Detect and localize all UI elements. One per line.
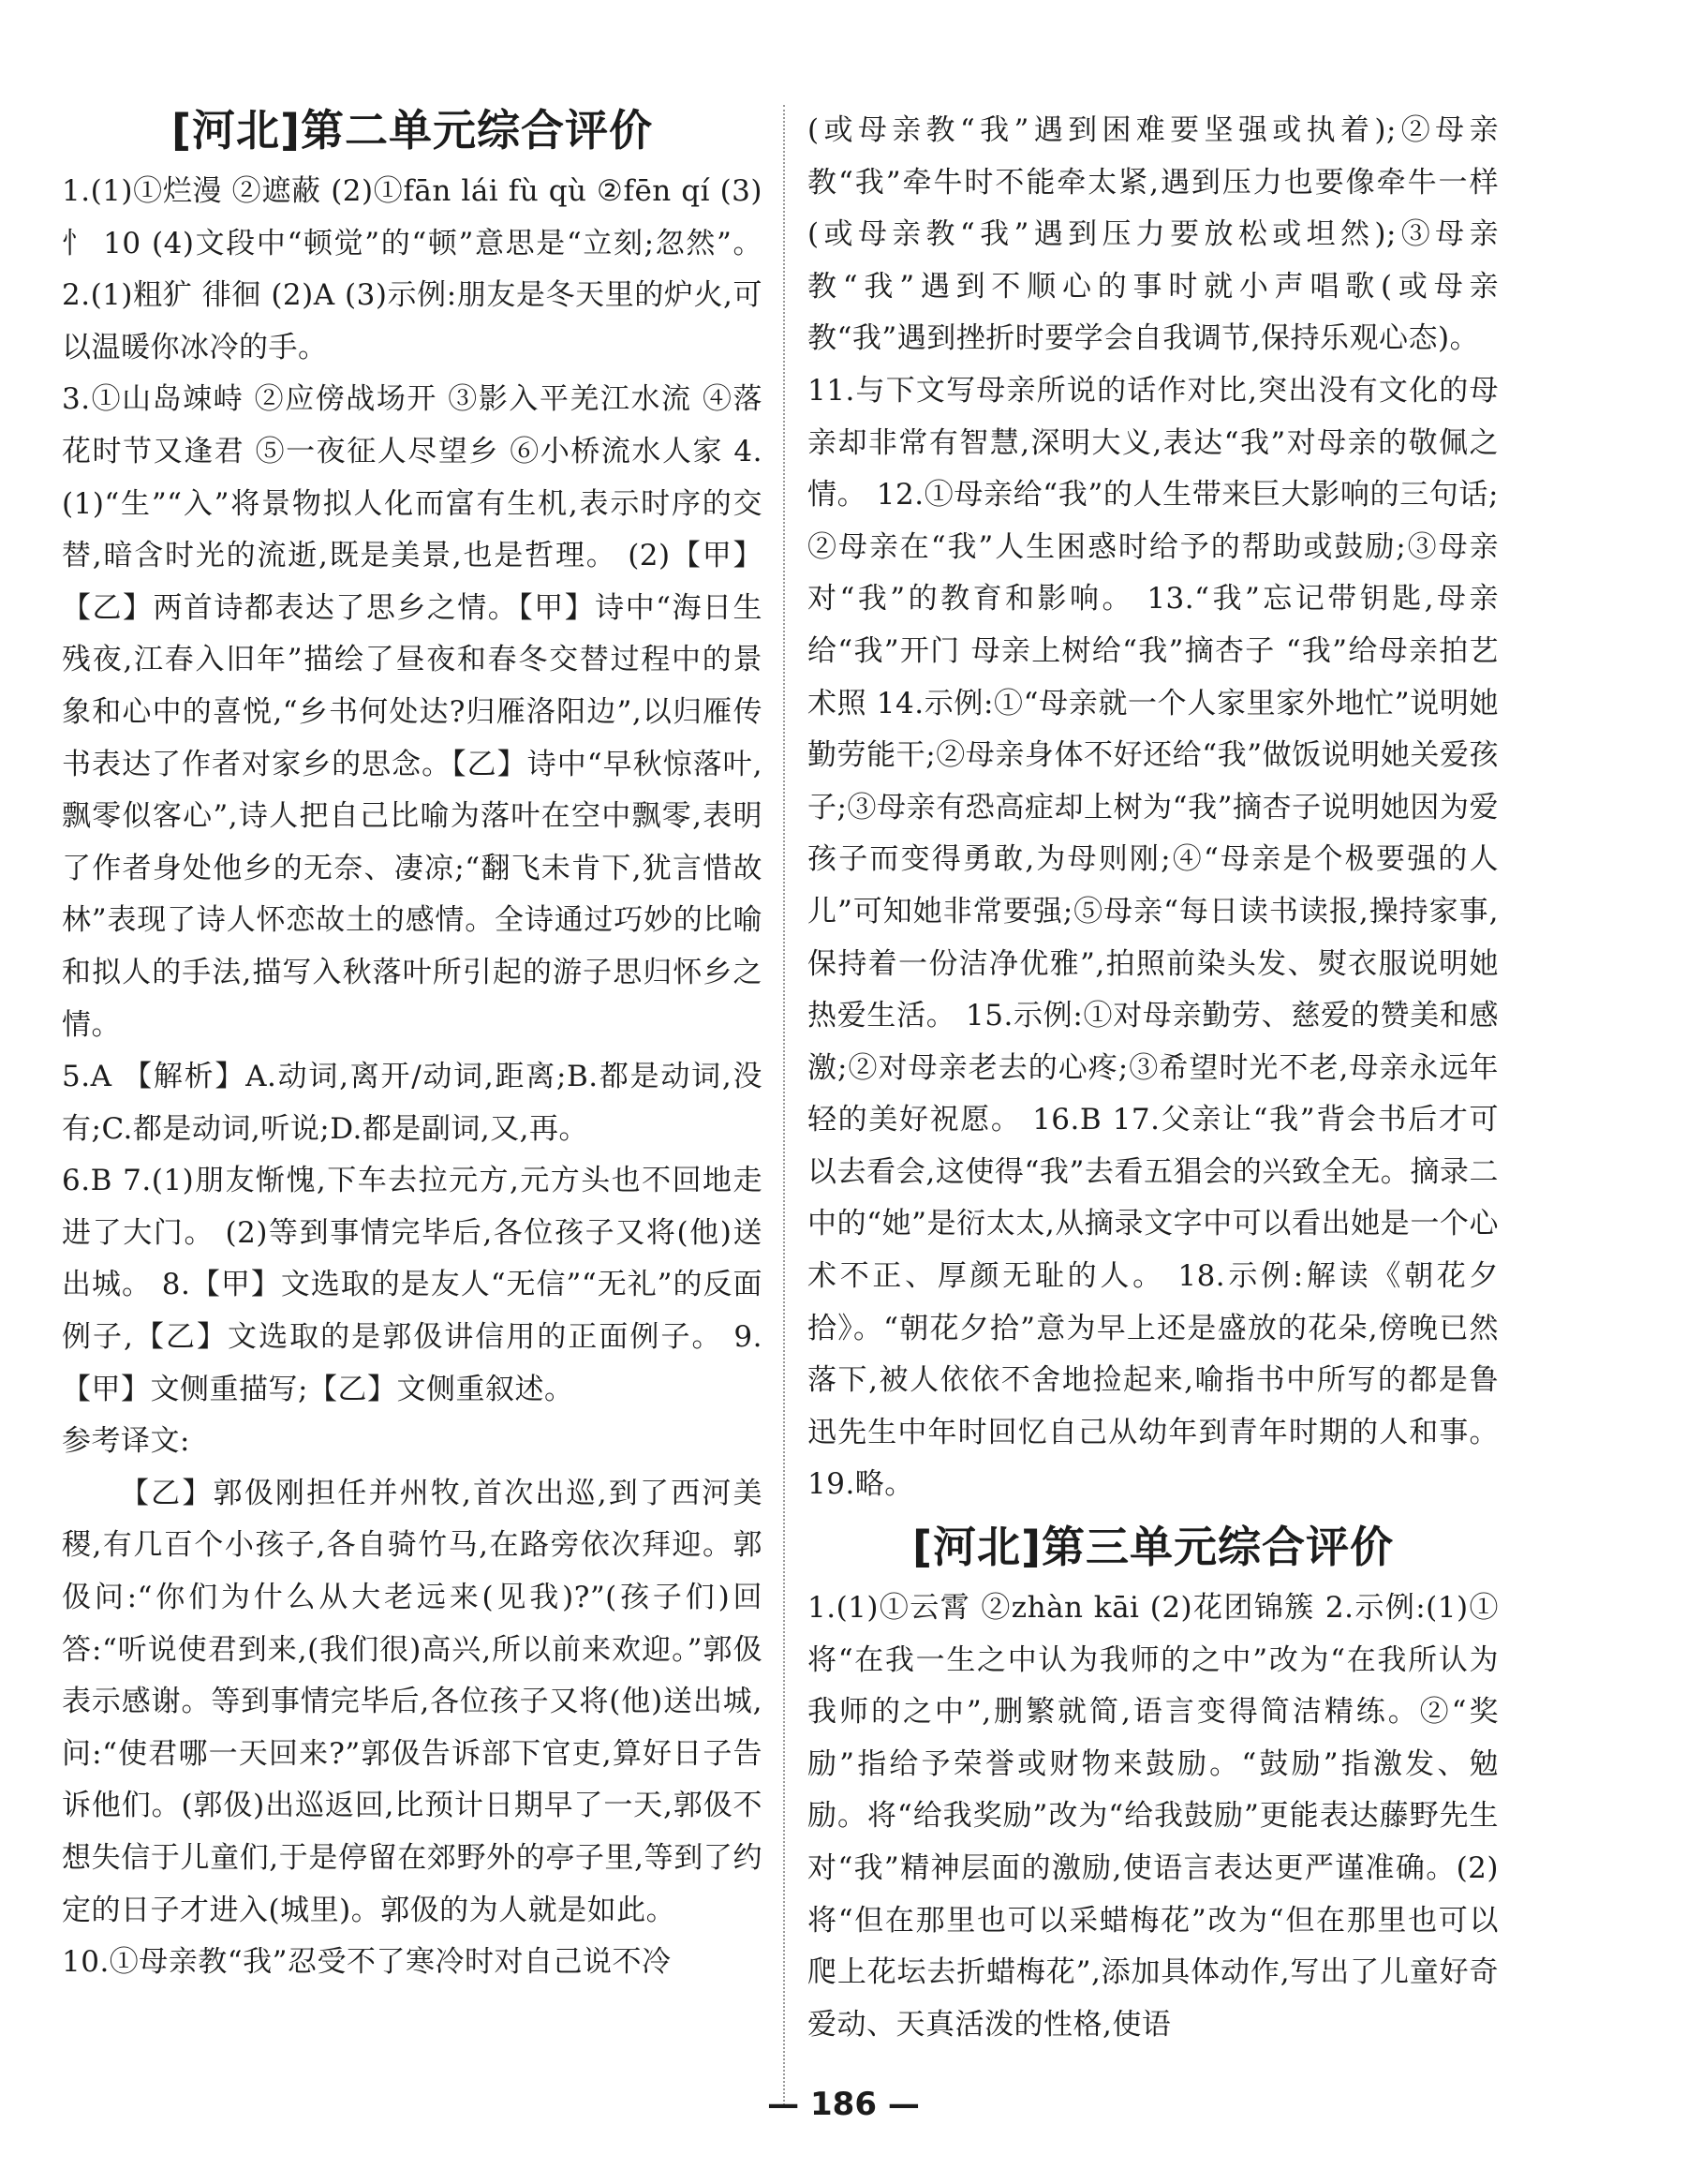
translation-label: 参考译文: bbox=[62, 1424, 190, 1459]
answer-paragraph: 10.①母亲教“我”忍受不了寒冷时对自己说不冷 bbox=[62, 1945, 672, 1980]
right-column bbox=[807, 105, 1499, 2051]
page-number: — 186 — bbox=[767, 2086, 920, 2123]
answer-paragraph: 1.(1)①烂漫 ②遮蔽 (2)①fān lái fù qù ②fēn qí (3)忄 10 (4)文段中“顿觉”的“顿”意思是“立刻;忽然”。 2.(1)粗犷 徘徊 (2)A (3)示例:朋友是冬天里的炉火,可以温暖你冰冷的手。 bbox=[62, 174, 762, 364]
answer-paragraph: 6.B 7.(1)朋友惭愧,下车去拉元方,元方头也不回地走进了大门。 (2)等到事情完毕后,各位孩子又将(他)送出城。 8.【甲】文选取的是友人“无信”“无礼”的反面例子,【乙】文选取的是郭伋讲信用的正面例子。 9.【甲】文侧重描写;【乙】文侧重叙述。 bbox=[62, 1164, 762, 1406]
unit2-heading: [河北]第二单元综合评价 bbox=[170, 105, 654, 156]
answer-paragraph: 1.(1)①云霄 ②zhàn kāi (2)花团锦簇 2.示例:(1)①将“在我一生之中认为我师的之中”改为“在我所认为我师的之中”,删繁就简,语言变得简洁精练。②“奖励”指给予荣誉或财物来鼓励。“鼓励”指激发、勉励。将“给我奖励”改为“给我鼓励”更能表达藤野先生对“我”精神层面的激励,使语言表达更严谨准确。(2)将“但在那里也可以采蜡梅花”改为“但在那里也可以爬上花坛去折蜡梅花”,添加具体动作,写出了儿童好奇爱动、天真活泼的性格,使语 bbox=[807, 1591, 1499, 2042]
translation-text: 【乙】郭伋刚担任并州牧,首次出巡,到了西河美稷,有几百个小孩子,各自骑竹马,在路旁依次拜迎。郭伋问:“你们为什么从大老远来(见我)?”(孩子们)回答:“听说使君到来,(我们很)高兴,所以前来欢迎。”郭伋表示感谢。等到事情完毕后,各位孩子又将(他)送出城,问:“使君哪一天回来?”郭伋告诉部下官吏,算好日子告诉他们。(郭伋)出巡返回,比预计日期早了一天,郭伋不想失信于儿童们,于是停留在郊野外的亭子里,等到了约定的日子才进入(城里)。郭伋的为人就是如此。 bbox=[62, 1476, 762, 1927]
answer-paragraph: 11.与下文写母亲所说的话作对比,突出没有文化的母亲却非常有智慧,深明大义,表达“我”对母亲的敬佩之情。 12.①母亲给“我”的人生带来巨大影响的三句话;②母亲在“我”人生困惑时给予的帮助或鼓励;③母亲对“我”的教育和影响。 13.“我”忘记带钥匙,母亲给“我”开门 母亲上树给“我”摘杏子 “我”给母亲拍艺术照 14.示例:①“母亲就一个人家里家外地忙”说明她勤劳能干;②母亲身体不好还给“我”做饭说明她关爱孩子;③母亲有恐高症却上树为“我”摘杏子说明她因为爱孩子而变得勇敢,为母则刚;④“母亲是个极要强的人儿”可知她非常要强;⑤母亲“每日读书读报,操持家事,保持着一份洁净优雅”,拍照前染头发、熨衣服说明她热爱生活。 15.示例:①对母亲勤劳、慈爱的赞美和感激;②对母亲老去的心疼;③希望时光不老,母亲永远年轻的美好祝愿。 16.B 17.父亲让“我”背会书后才可以去看会,这使得“我”去看五猖会的兴致全无。摘录二中的“她”是衍太太,从摘录文字中可以看出她是一个心术不正、厚颜无耻的人。 18.示例:解读《朝花夕拾》。“朝花夕拾”意为早上还是盛放的花朵,傍晚已然落下,被人依依不舍地捡起来,喻指书中所写的都是鲁迅先生中年时回忆自己从幼年到青年时期的人和事。 19.略。 bbox=[807, 373, 1499, 1502]
column-divider bbox=[783, 105, 785, 2105]
left-column bbox=[62, 98, 762, 1989]
answer-paragraph: (或母亲教“我”遇到困难要坚强或执着);②母亲教“我”牵牛时不能牵太紧,遇到压力也要像牵牛一样(或母亲教“我”遇到压力要放松或坦然);③母亲教“我”遇到不顺心的事时就小声唱歌(或母亲教“我”遇到挫折时要学会自我调节,保持乐观心态)。 bbox=[807, 113, 1499, 356]
answer-paragraph: 5.A 【解析】A.动词,离开/动词,距离;B.都是动词,没有;C.都是动词,听说;D.都是副词,又,再。 bbox=[62, 1060, 762, 1146]
answer-paragraph: 3.①山岛竦峙 ②应傍战场开 ③影入平羌江水流 ④落花时节又逢君 ⑤一夜征人尽望乡 ⑥小桥流水人家 4.(1)“生”“入”将景物拟人化而富有生机,表示时序的交替,暗含时光的流逝,既是美景,也是哲理。 (2)【甲】【乙】两首诗都表达了思乡之情。【甲】诗中“海日生残夜,江春入旧年”描绘了昼夜和春冬交替过程中的景象和心中的喜悦,“乡书何处达?归雁洛阳边”,以归雁传书表达了作者对家乡的思念。【乙】诗中“早秋惊落叶,飘零似客心”,诗人把自己比喻为落叶在空中飘零,表明了作者身处他乡的无奈、凄凉;“翻飞未肯下,犹言惜故林”表现了诗人怀恋故土的感情。全诗通过巧妙的比喻和拟人的手法,描写入秋落叶所引起的游子思归怀乡之情。 bbox=[62, 382, 762, 1042]
unit3-heading: [河北]第三单元综合评价 bbox=[911, 1522, 1395, 1573]
